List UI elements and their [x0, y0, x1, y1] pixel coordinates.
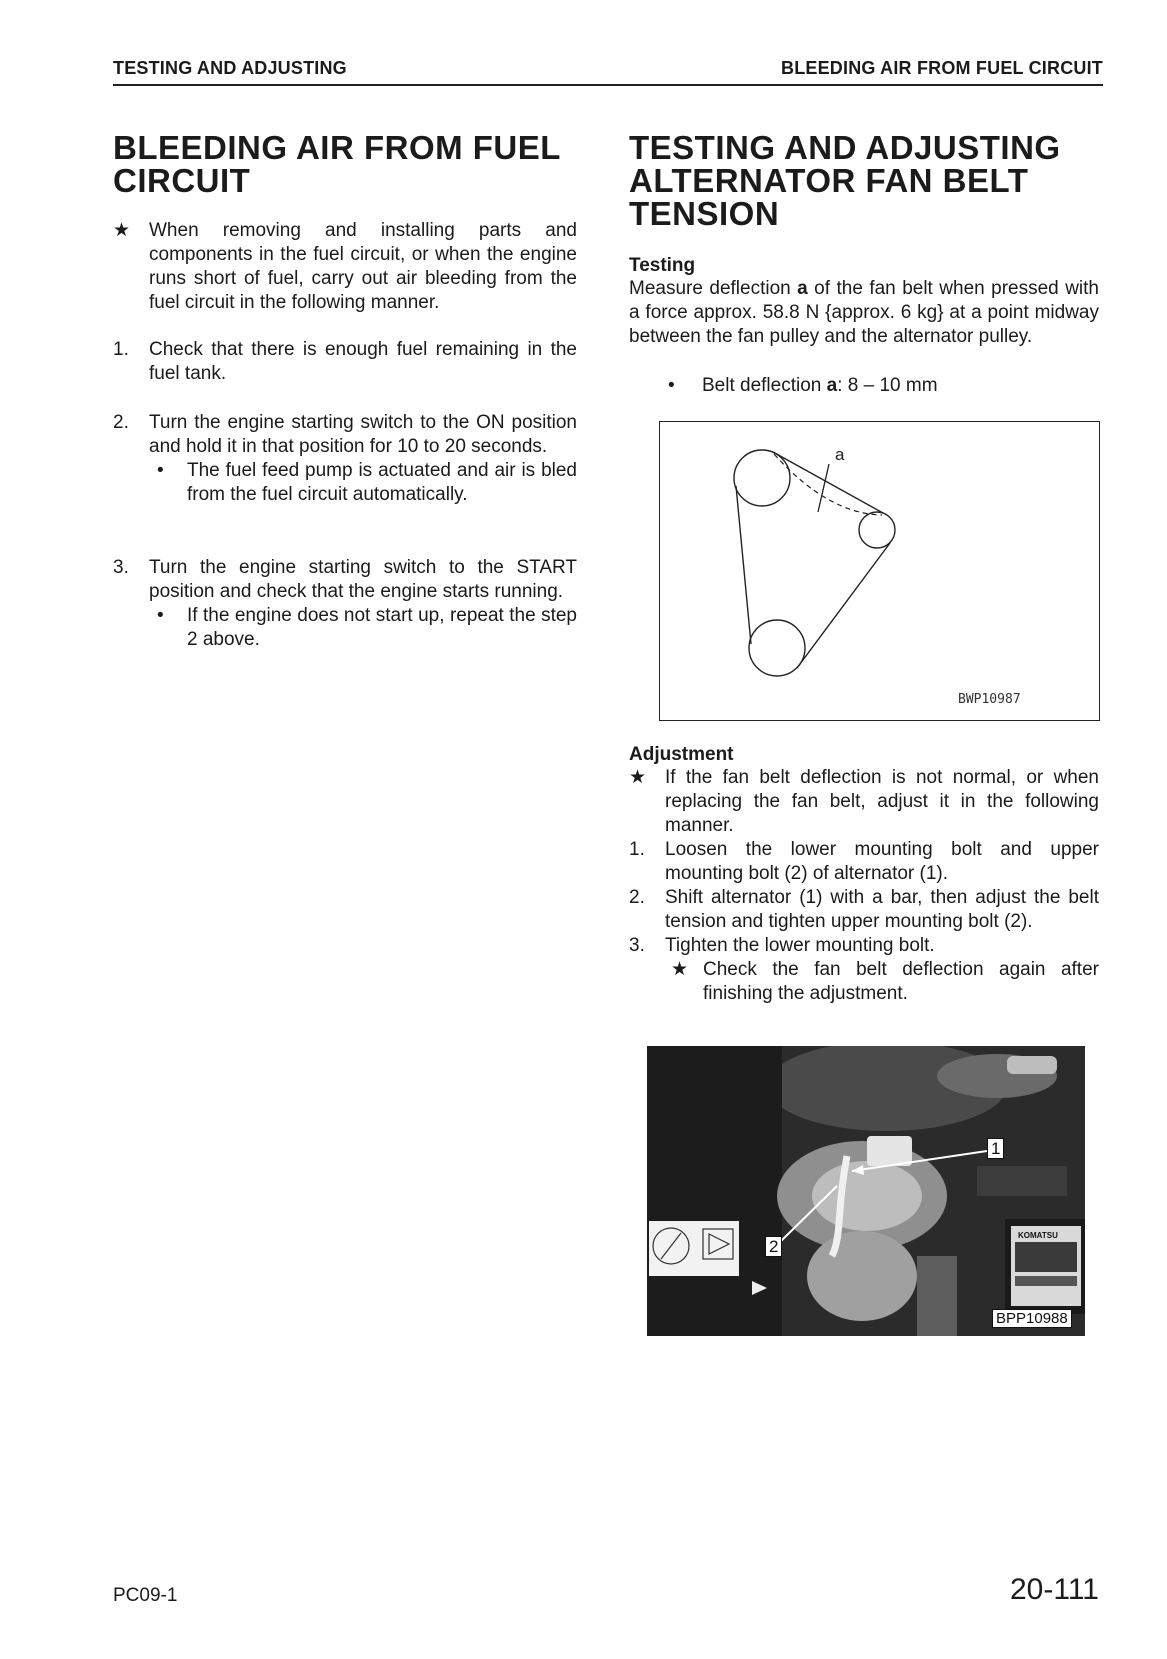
- upper-pulley: [734, 450, 790, 506]
- step-text: Shift alternator (1) with a bar, then adjust the belt tension and tighten upper mounting bolt (2).: [665, 887, 1099, 932]
- step-text: Turn the engine starting switch to the START position and check that the engine starts running.: [149, 557, 577, 602]
- right-section-title: TESTING AND ADJUSTING ALTERNATOR FAN BELT TENSION: [629, 129, 1061, 232]
- bullet-icon: •: [157, 605, 164, 626]
- belt-right-run: [797, 543, 890, 668]
- model-number: PC09-1: [113, 1585, 178, 1606]
- testing-paragraph: Measure deflection a of the fan belt when pressed with a force approx. 58.8 N {approx. 6 kg} at a point midway between the fan pulley and the alternator pulley.: [629, 278, 1099, 347]
- bullet-icon: •: [157, 460, 164, 481]
- deflection-label: a: [835, 445, 845, 464]
- page-number: 20-111: [1010, 1573, 1099, 1606]
- decal-brand: KOMATSU: [1018, 1231, 1058, 1240]
- intro-note: [113, 219, 577, 315]
- photo-code: BPP10988: [992, 1309, 1072, 1328]
- step-text: Turn the engine starting switch to the ON position and hold it in that position for 10 to 20 seconds.: [149, 412, 577, 457]
- star-icon: ★: [113, 220, 131, 241]
- photo-illustration: [647, 1046, 1085, 1336]
- belt-deflection-spec: • Belt deflection a: 8 – 10 mm: [668, 375, 938, 396]
- belt-deflected-dashed: [774, 454, 882, 515]
- belt-left-run: [736, 486, 751, 644]
- step-number: 1.: [113, 339, 129, 360]
- step-3: [113, 556, 577, 652]
- adjust-step-2: [629, 886, 1099, 934]
- star-icon: ★: [629, 767, 647, 788]
- adjust-step-1: [629, 838, 1099, 886]
- header-section-label: TESTING AND ADJUSTING: [113, 58, 347, 78]
- step-1: [113, 338, 577, 386]
- adjustment-intro: [629, 766, 1099, 838]
- step-note: [149, 459, 577, 507]
- adjustment-intro-text: If the fan belt deflection is not normal, or when replacing the fan belt, adjust it in the following manner.: [665, 767, 1099, 836]
- belt-drawing: [660, 422, 1101, 722]
- intro-text: When removing and installing parts and components in the fuel circuit, or when the engine runs short of fuel, carry out air bleeding from the fuel circuit in the following manner.: [149, 220, 577, 313]
- bullet-icon: •: [668, 375, 675, 396]
- step-number: 3.: [113, 557, 129, 578]
- step-note: [665, 958, 1099, 1006]
- step-number: 3.: [629, 935, 645, 956]
- callout-1-label: 1: [987, 1138, 1004, 1159]
- callout-2-label: 2: [765, 1236, 782, 1257]
- fan-belt-diagram: [659, 421, 1100, 721]
- step-text: Tighten the lower mounting bolt.: [665, 935, 935, 956]
- step-text: Loosen the lower mounting bolt and upper mounting bolt (2) of alternator (1).: [665, 839, 1099, 884]
- step-number: 1.: [629, 839, 645, 860]
- star-icon: ★: [671, 959, 689, 980]
- step-note-text: Check the fan belt deflection again after finishing the adjustment.: [703, 959, 1099, 1004]
- running-header: [113, 58, 1103, 86]
- step-note-text: If the engine does not start up, repeat the step 2 above.: [187, 605, 577, 650]
- deflection-symbol: a: [797, 278, 808, 299]
- alternator-pulley: [859, 512, 895, 548]
- left-section-title: BLEEDING AIR FROM FUEL CIRCUIT: [113, 129, 561, 199]
- step-note: [149, 604, 577, 652]
- testing-heading: Testing: [629, 255, 696, 276]
- step-number: 2.: [113, 412, 129, 433]
- step-number: 2.: [629, 887, 645, 908]
- step-text: Check that there is enough fuel remaining in the fuel tank.: [149, 339, 577, 384]
- adjustment-heading: Adjustment: [629, 744, 734, 765]
- step-note-text: The fuel feed pump is actuated and air is bled from the fuel circuit automatically.: [187, 460, 577, 505]
- header-topic-label: BLEEDING AIR FROM FUEL CIRCUIT: [781, 58, 1103, 78]
- figure-code: BWP10987: [958, 692, 1021, 707]
- deflection-pointer: [818, 464, 829, 512]
- alternator-photo: [647, 1046, 1085, 1336]
- adjust-step-3: [629, 934, 1099, 1006]
- step-2: [113, 411, 577, 507]
